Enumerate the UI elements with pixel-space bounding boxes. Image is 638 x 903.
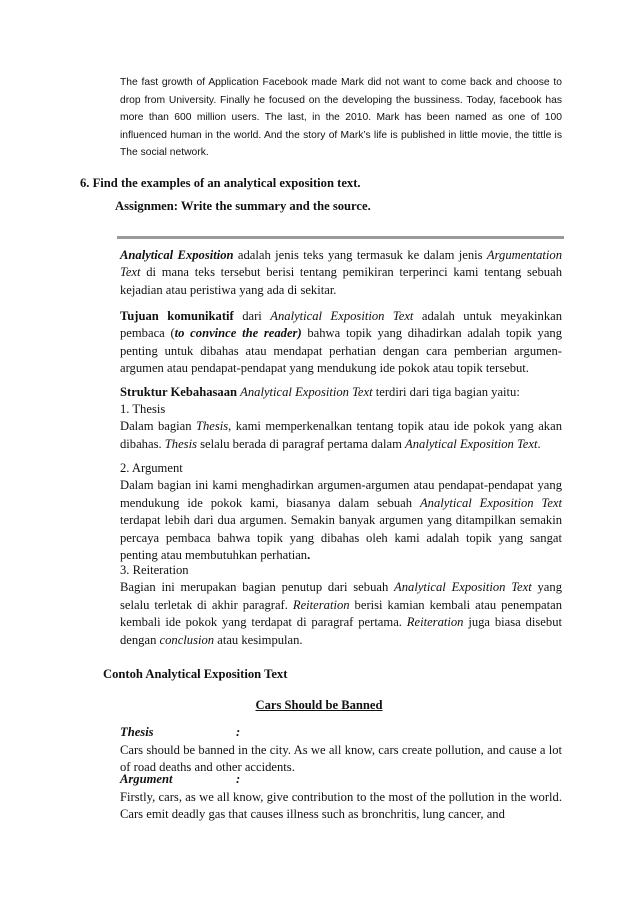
argument-colon: : — [236, 772, 241, 786]
reiteration-body — [120, 579, 562, 649]
assignment-text: Assignmen: Write the summary and the source. — [115, 199, 371, 213]
text: selalu berada di paragraf pertama dalam — [196, 436, 406, 451]
term: conclusion — [159, 632, 215, 647]
text: juga biasa disebut dengan — [120, 615, 562, 647]
term: Reiteration — [292, 597, 350, 612]
term: Thesis — [195, 419, 229, 434]
term: Analytical Exposition Text — [270, 309, 414, 323]
thesis-label: Thesis — [120, 725, 154, 739]
argument-example-text: Firstly, cars, as we all know, give contribution to the most of the pollution in the world. Cars emit deadly gas that causes illness such as bronchritis, lung cancer, and — [120, 790, 562, 822]
argument-body — [120, 477, 562, 564]
argument-section — [120, 460, 562, 564]
text: yang selalu terletak di akhir paragraf. — [120, 580, 562, 612]
example-title: Cars Should be Banned — [255, 698, 383, 712]
term: Analytical Exposition Text — [394, 580, 532, 595]
thesis-colon: : — [236, 725, 241, 739]
text: dari — [233, 309, 271, 323]
term: Analytical Exposition Text — [405, 436, 538, 451]
text: terdapat lebih dari dua argumen. Semakin banyak argumen yang ditampilkan semakin percaya pembaca bahwa topik yang dibahas oleh kami adalah topik yang sangat penting atau membutuhkan perhatian — [120, 513, 562, 563]
text: . — [307, 548, 311, 563]
argument-label: Argument — [120, 772, 173, 786]
term-struktur: Struktur Kebahasaan — [120, 385, 237, 399]
thesis-example-text: Cars should be banned in the city. As we all know, cars create pollution, and cause a lot of road deaths and other accidents. — [120, 743, 562, 775]
structure-paragraph — [120, 384, 562, 401]
text: di mana teks tersebut berisi tentang pemikiran terperinci kami tentang sebuah kejadian atau peristiwa yang ada di sekitar. — [120, 265, 562, 297]
thesis-section — [120, 401, 562, 453]
text: bahwa topik yang dihadirkan adalah topik yang penting untuk dibahas atau mendapat perhatian dengan cara pemberian argumen-argumen atau pendapat-pendapat yang mendukung ide pokok atau topik tersebut. — [120, 326, 563, 376]
term: to convince the reader) — [174, 326, 302, 341]
thesis-body — [120, 418, 562, 453]
term-tujuan: Tujuan komunikatif — [120, 309, 234, 323]
text: Dalam bagian — [120, 419, 196, 434]
example-heading: Contoh Analytical Exposition Text — [103, 667, 288, 681]
text: Bagian ini merupakan bagian penutup dari sebuah — [120, 580, 395, 595]
reiteration-section — [120, 562, 562, 649]
reiteration-heading: 3. Reiteration — [120, 563, 189, 577]
text: Dalam bagian ini kami menghadirkan argumen-argumen atau pendapat-pendapat yang mendukung ide pokok kami, biasanya dalam sebuah — [120, 478, 562, 510]
question-heading: 6. Find the examples of an analytical exposition text. — [80, 176, 361, 190]
text: terdiri dari tiga bagian yaitu: — [372, 385, 520, 399]
term: Thesis — [164, 436, 197, 451]
text: . — [537, 436, 541, 451]
intro-paragraph: The fast growth of Application Facebook made Mark did not want to come back and choose to drop from University. Finally he focused on the developing the bussiness. Today, facebook has more than 600 million users. The last, in the 2010. Mark has been named as one of 100 influenced human in the world. And the story of Mark’s life is published in little movie, the tittle is The social network. — [120, 77, 562, 159]
text: berisi kamian kembali atau penempatan kembali ide pokok yang terdapat di paragraf pertama. — [120, 597, 562, 630]
term-argumentation-text: Argumentation Text — [120, 248, 563, 280]
definition-paragraph — [120, 247, 562, 299]
text: adalah jenis teks yang termasuk ke dalam jenis — [233, 248, 487, 262]
thesis-heading: 1. Thesis — [120, 402, 166, 416]
term-analytical-exposition: Analytical Exposition — [120, 248, 234, 262]
term: Analytical Exposition Text — [419, 495, 562, 510]
purpose-paragraph — [120, 308, 562, 378]
text: atau kesimpulan. — [214, 632, 303, 647]
argument-heading: 2. Argument — [120, 461, 183, 475]
term: Analytical Exposition Text — [240, 385, 373, 399]
term: Reiteration — [406, 615, 464, 630]
horizontal-rule — [117, 236, 564, 239]
text: adalah untuk meyakinkan pembaca ( — [120, 309, 562, 341]
text: , kami memperkenalkan tentang topik atau ide pokok yang akan dibahas. — [120, 419, 562, 451]
